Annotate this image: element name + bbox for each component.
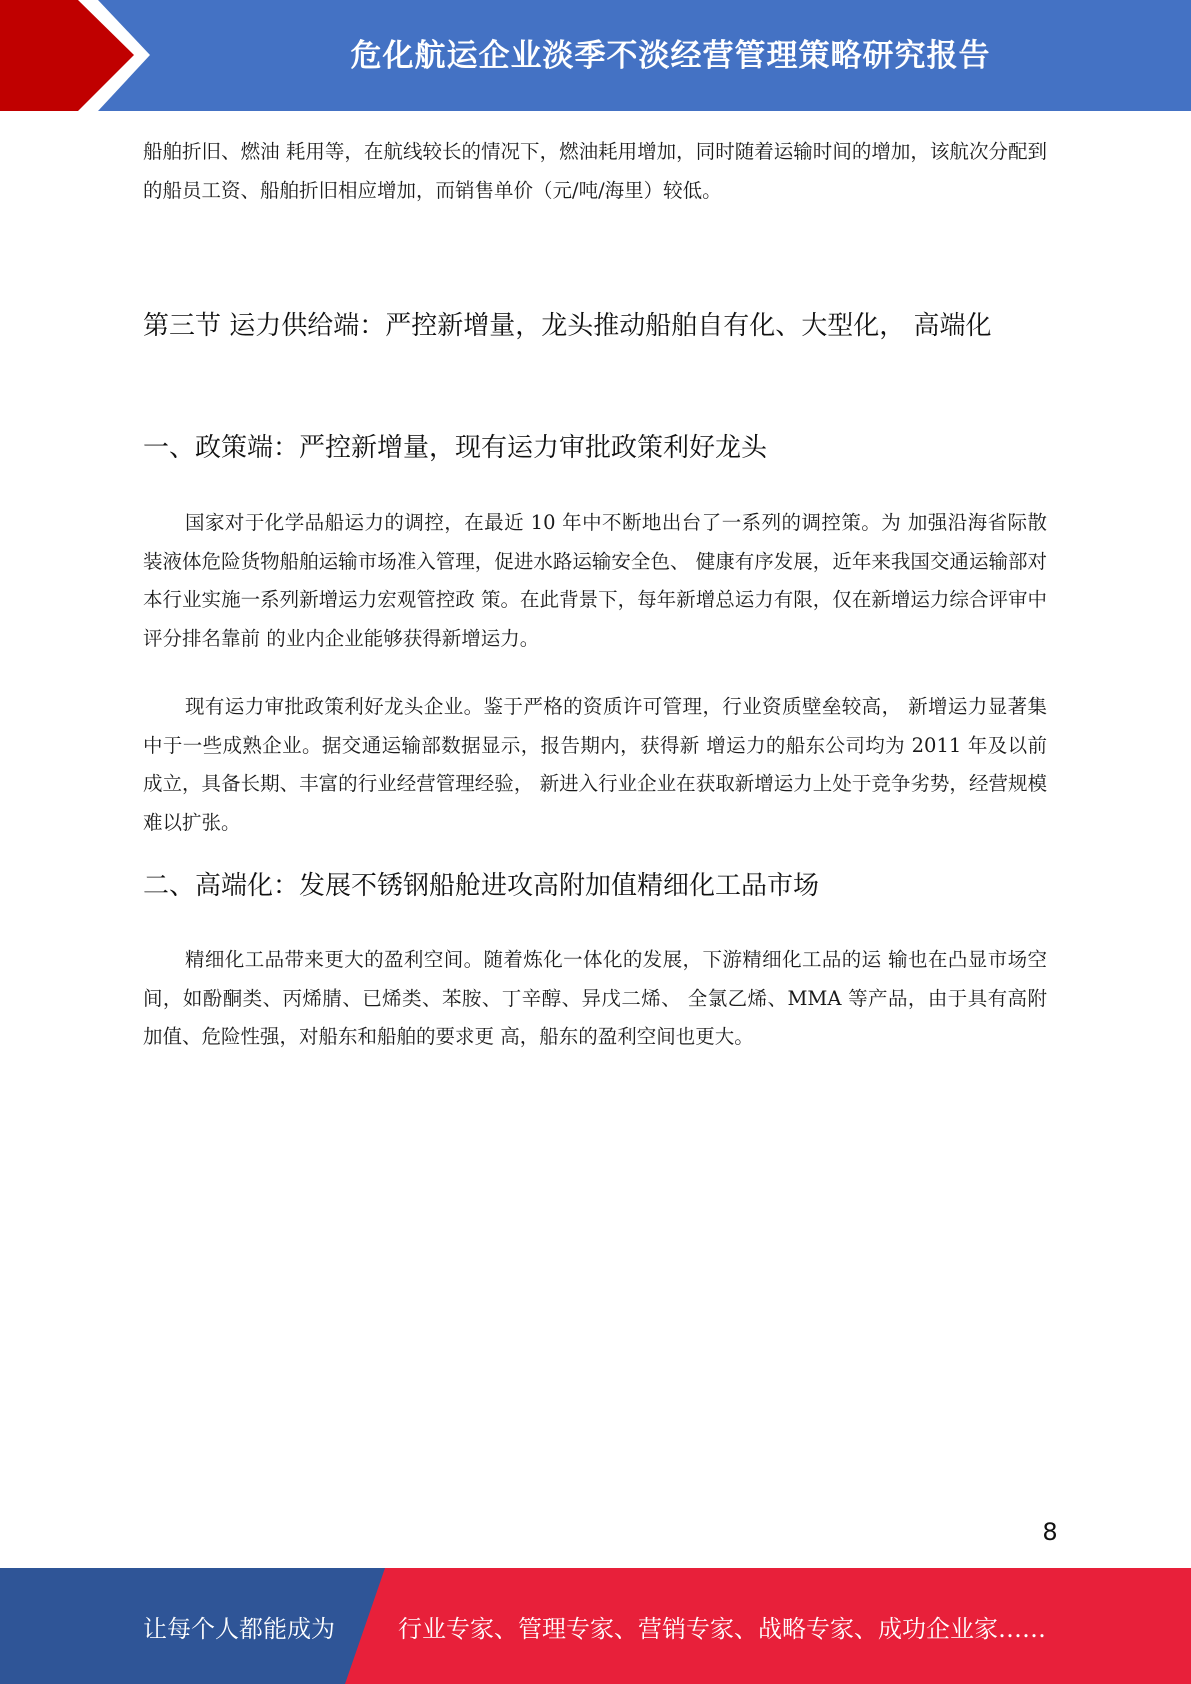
high-end-paragraph: 精细化工品带来更大的盈利空间。随着炼化一体化的发展，下游精细化工品的运 输也在凸显市场空间，如酚酮类、丙烯腈、已烯类、苯胺、丁辛醇、异戊二烯、 全氯乙烯、MMA 等产品，由于具有高附加值、危险性强，对船东和船舶的要求更 高，船东的盈利空间也更大。 — [143, 948, 1047, 1048]
page-footer — [0, 1568, 1191, 1684]
intro-paragraph: 船舶折旧、燃油 耗用等，在航线较长的情况下，燃油耗用增加，同时随着运输时间的增加，该航次分配到的船员工资、船舶折旧相应增加，而销售单价（元/吨/海里）较低。 — [143, 140, 1047, 202]
footer-expert-list: 行业专家、管理专家、营销专家、战略专家、成功企业家…… — [398, 1614, 1046, 1643]
subsection-heading-high-end: 二、高端化：发展不锈钢船舱进攻高附加值精细化工品市场 — [143, 871, 820, 901]
report-title: 危化航运企业淡季不淡经营管理策略研究报告 — [350, 37, 991, 74]
section-title: 第三节 运力供给端：严控新增量，龙头推动船舶自有化、大型化， 高端化 — [143, 311, 992, 341]
policy-paragraph-2: 现有运力审批政策利好龙头企业。鉴于严格的资质许可管理，行业资质壁垒较高， 新增运力显著集中于一些成熟企业。据交通运输部数据显示，报告期内，获得新 增运力的船东公司均为 2011 年及以前成立，具备长期、丰富的行业经营管理经验， 新进入行业企业在获取新增运力上处于竞争劣势，经营规模难以扩张。 — [143, 695, 1047, 834]
page-header — [0, 0, 1191, 111]
subsection-heading-policy: 一、政策端：严控新增量，现有运力审批政策利好龙头 — [143, 433, 768, 463]
footer-slogan: 让每个人都能成为 — [143, 1614, 335, 1643]
page-number: 8 — [1042, 1518, 1058, 1546]
policy-paragraph-1: 国家对于化学品船运力的调控，在最近 10 年中不断地出台了一系列的调控策。为 加强沿海省际散装液体危险货物船舶运输市场准入管理，促进水路运输安全色、 健康有序发展，近年来我国交通运输部对本行业实施一系列新增运力宏观管控政 策。在此背景下，每年新增总运力有限，仅在新增运力综合评审中评分排名靠前 的业内企业能够获得新增运力。 — [143, 511, 1047, 650]
